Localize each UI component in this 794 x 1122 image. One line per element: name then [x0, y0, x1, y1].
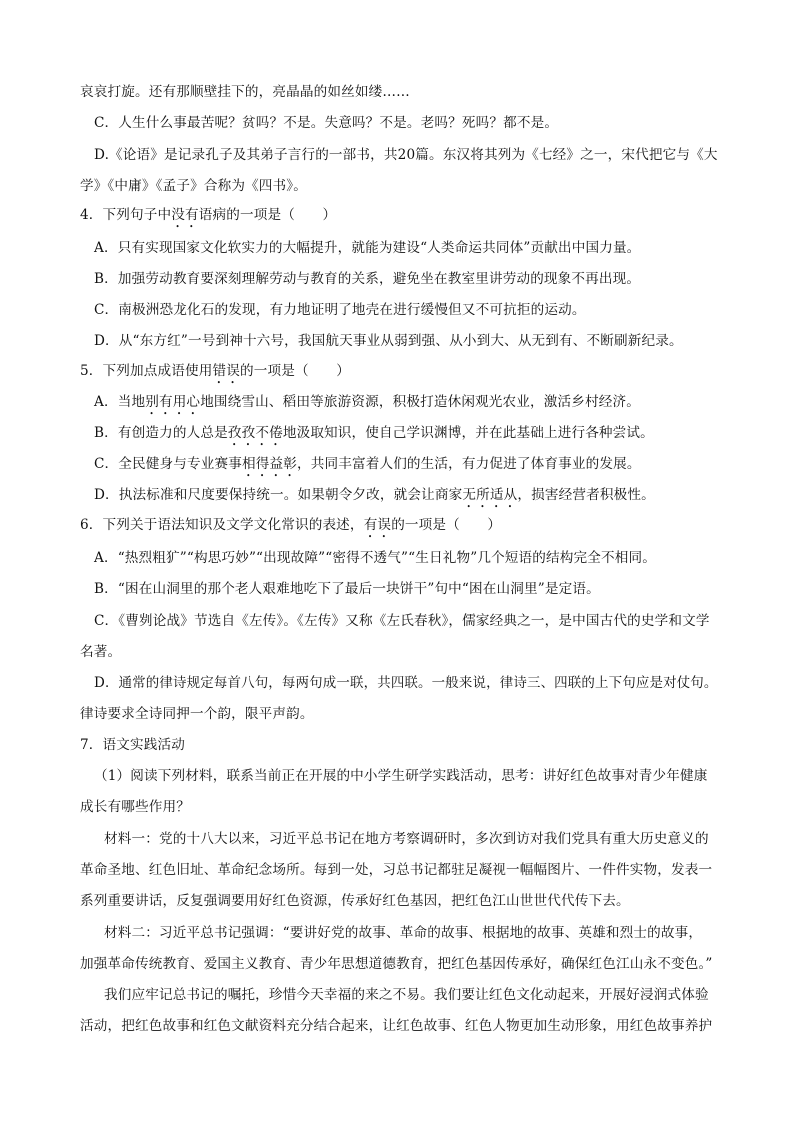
paragraph-line: 我们应牢记总书记的嘱托，珍惜今天幸福的来之不易。我们要让红色文化动起来，开展好浸润式体验 — [104, 987, 709, 1003]
q5-stem: 5．下列加点成语使用错误的一项是（ ） — [80, 363, 350, 379]
q5-idiom-d: 无所适从 — [462, 487, 518, 503]
q7-prompt: （1）阅读下列材料，联系当前正在开展的中小学生研学实践活动，思考：讲好红色故事对青少年健康 — [94, 768, 708, 784]
material-one-cont: 系列重要讲话，反复强调要用好红色资源，传承好红色基因，把红色江山世世代代传下去。 — [80, 893, 630, 909]
paragraph-line: 活动，把红色故事和红色文献资料充分结合起来，让红色故事、红色人物更加生动形象，用红色故事养护 — [80, 1018, 713, 1034]
passage-line: 哀哀打旋。还有那顺壁挂下的，亮晶晶的如丝如缕…… — [80, 84, 410, 100]
q6-option-c-cont: 名著。 — [80, 644, 122, 660]
q5-emphasis: 错误 — [212, 363, 240, 379]
q6-emphasis: 有误 — [363, 517, 392, 533]
q4-emphasis: 没有 — [171, 207, 199, 223]
q6-option-c: C．《曹刿论战》节选自《左传》。《左传》又称《左氏春秋》，儒家经典之一，是中国古代的史学和文学 — [94, 613, 710, 629]
q4-option-b: B．加强劳动教育要深刻理解劳动与教育的关系，避免坐在教室里讲劳动的现象不再出现。 — [94, 271, 641, 287]
material-one-cont: 革命圣地、红色旧址、革命纪念场所。每到一处，习总书记都驻足凝视一幅幅图片、一件件实物，发表一 — [80, 862, 713, 878]
option-d-prev: D.《论语》是记录孔子及其弟子言行的一部书，共20篇。东汉将其列为《七经》之一，宋代把它与《大 — [94, 147, 718, 163]
material-one: 材料一：党的十八大以来，习近平总书记在地方考察调研时，多次到访对我们党具有重大历史意义的 — [104, 831, 709, 847]
q7-prompt-cont: 成长有哪些作用？ — [80, 799, 190, 815]
q5-idiom-a: 别有用心 — [145, 394, 201, 410]
material-two-cont: 加强革命传统教育、爱国主义教育、青少年思想道德教育，把红色基因传承好，确保红色江山永不变色。” — [80, 956, 713, 972]
q4-option-a: A．只有实现国家文化软实力的大幅提升，就能为建设“人类命运共同体”贡献出中国力量。 — [94, 240, 641, 256]
q6-option-a: A．“热烈粗犷”“构思巧妙”“出现故障”“密得不透气”“生日礼物”几个短语的结构完全不相同。 — [94, 550, 656, 566]
q6-option-d-cont: 律诗要求全诗同押一个韵，限平声韵。 — [80, 706, 314, 722]
q4-stem: 4．下列句子中没有语病的一项是（ ） — [80, 207, 337, 223]
q5-option-d: D．执法标准和尺度要保持统一。如果朝令夕改，就会让商家无所适从，损害经营者积极性。 — [94, 487, 655, 503]
q4-option-c: C．南极洲恐龙化石的发现，有力地证明了地壳在进行缓慢但又不可抗拒的运动。 — [94, 302, 586, 318]
q5-idiom-c: 相得益彰 — [242, 456, 297, 472]
q6-option-b: B．“困在山洞里的那个老人艰难地吃下了最后一块饼干”句中“困在山洞里”是定语。 — [94, 581, 600, 597]
q5-option-a: A．当地别有用心地围绕雪山、稻田等旅游资源，积极打造休闲观光农业，激活乡村经济。 — [94, 394, 640, 410]
option-c-prev: C．人生什么事最苦呢？贫吗？不是。失意吗？不是。老吗？死吗？都不是。 — [94, 115, 559, 131]
q6-stem: 6．下列关于语法知识及文学文化常识的表述，有误的一项是（ ） — [80, 517, 502, 533]
q6-option-d: D．通常的律诗规定每首八句，每两句成一联，共四联。一般来说，律诗三、四联的上下句应是对仗句。 — [94, 675, 718, 691]
q4-option-d: D．从“东方红”一号到神十六号，我国航天事业从弱到强、从小到大、从无到有、不断刷新纪录。 — [94, 333, 683, 349]
material-two: 材料二：习近平总书记强调：“要讲好党的故事、革命的故事、根据地的故事、英雄和烈士的故事， — [104, 925, 703, 941]
q5-option-b: B．有创造力的人总是孜孜不倦地汲取知识，使自己学识渊博，并在此基础上进行各种尝试。 — [94, 425, 654, 441]
q7-title: 7．语文实践活动 — [80, 737, 186, 753]
q5-idiom-b: 孜孜不倦 — [227, 425, 283, 441]
q5-option-c: C．全民健身与专业赛事相得益彰，共同丰富着人们的生活，有力促进了体育事业的发展。 — [94, 456, 641, 472]
option-d-prev-cont: 学》《中庸》《孟子》合称为《四书》。 — [80, 178, 307, 194]
